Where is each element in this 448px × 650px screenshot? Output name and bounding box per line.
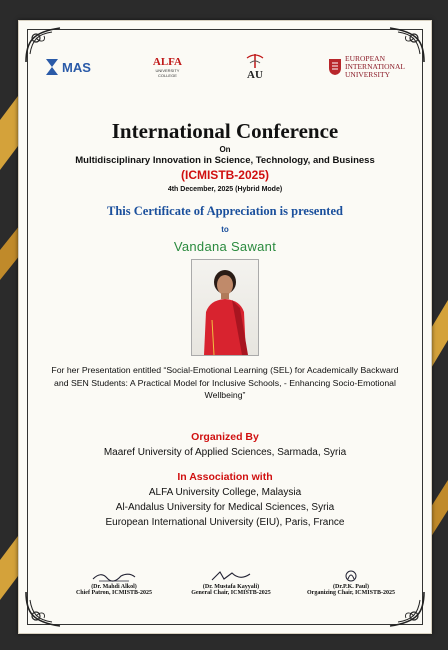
presentation-description: For her Presentation entitled “Social-Emotional Learning (SEL) for Academically Backward and SEN Students: A Practical Model for Inclusive Schools, - Enhancing Socio-Emotional Wellbeing” (51, 365, 399, 400)
portrait-image (192, 260, 258, 355)
au-logo: AU (244, 53, 266, 81)
on-label: On (219, 145, 231, 154)
conference-acronym: (ICMISTB-2025) (180, 168, 269, 182)
association-item: European International University (EIU), Paris, France (105, 517, 345, 528)
signature-icon (206, 569, 256, 583)
eiu-logo: EUROPEAN INTERNATIONAL UNIVERSITY (328, 55, 405, 79)
signature-icon (326, 569, 376, 583)
certificate-statement: This Certificate of Appreciation is presented (107, 204, 343, 218)
signatory-3: (Dr.P.K. Paul) Organizing Chair, ICMISTB-2025 (293, 569, 409, 596)
recipient-photo (191, 259, 259, 356)
shield-icon (328, 58, 342, 76)
mas-logo: MAS (45, 58, 91, 76)
signature-block (49, 569, 401, 609)
certificate-card (18, 20, 432, 634)
recipient-name: Vandana Sawant (173, 239, 277, 254)
signature-icon (89, 569, 139, 583)
association-item: Al-Andalus University for Medical Sciences, Syria (115, 502, 335, 513)
au-emblem-icon (244, 53, 266, 69)
conference-title: International Conference (111, 119, 339, 143)
hourglass-icon (45, 58, 59, 76)
to-label: to (221, 225, 229, 234)
organizer-name: Maaref University of Applied Sciences, Sarmada, Syria (103, 447, 347, 458)
conference-date: 4th December, 2025 (Hybrid Mode) (167, 186, 283, 193)
signatory-1: (Dr. Mahdi Alkol) Chief Patron, ICMISTB-2025 (59, 569, 169, 596)
signatory-2: (Dr. Mustafa Kayyali) General Chair, ICMISTB-2025 (175, 569, 287, 596)
logo-row (45, 47, 405, 87)
conference-theme: Multidisciplinary Innovation in Science, Technology, and Business (75, 155, 375, 166)
alfa-logo: ALFA UNIVERSITY COLLEGE (152, 56, 183, 78)
organized-heading: Organized By (191, 431, 259, 443)
association-heading: In Association with (177, 471, 273, 483)
association-item: ALFA University College, Malaysia (148, 487, 302, 498)
